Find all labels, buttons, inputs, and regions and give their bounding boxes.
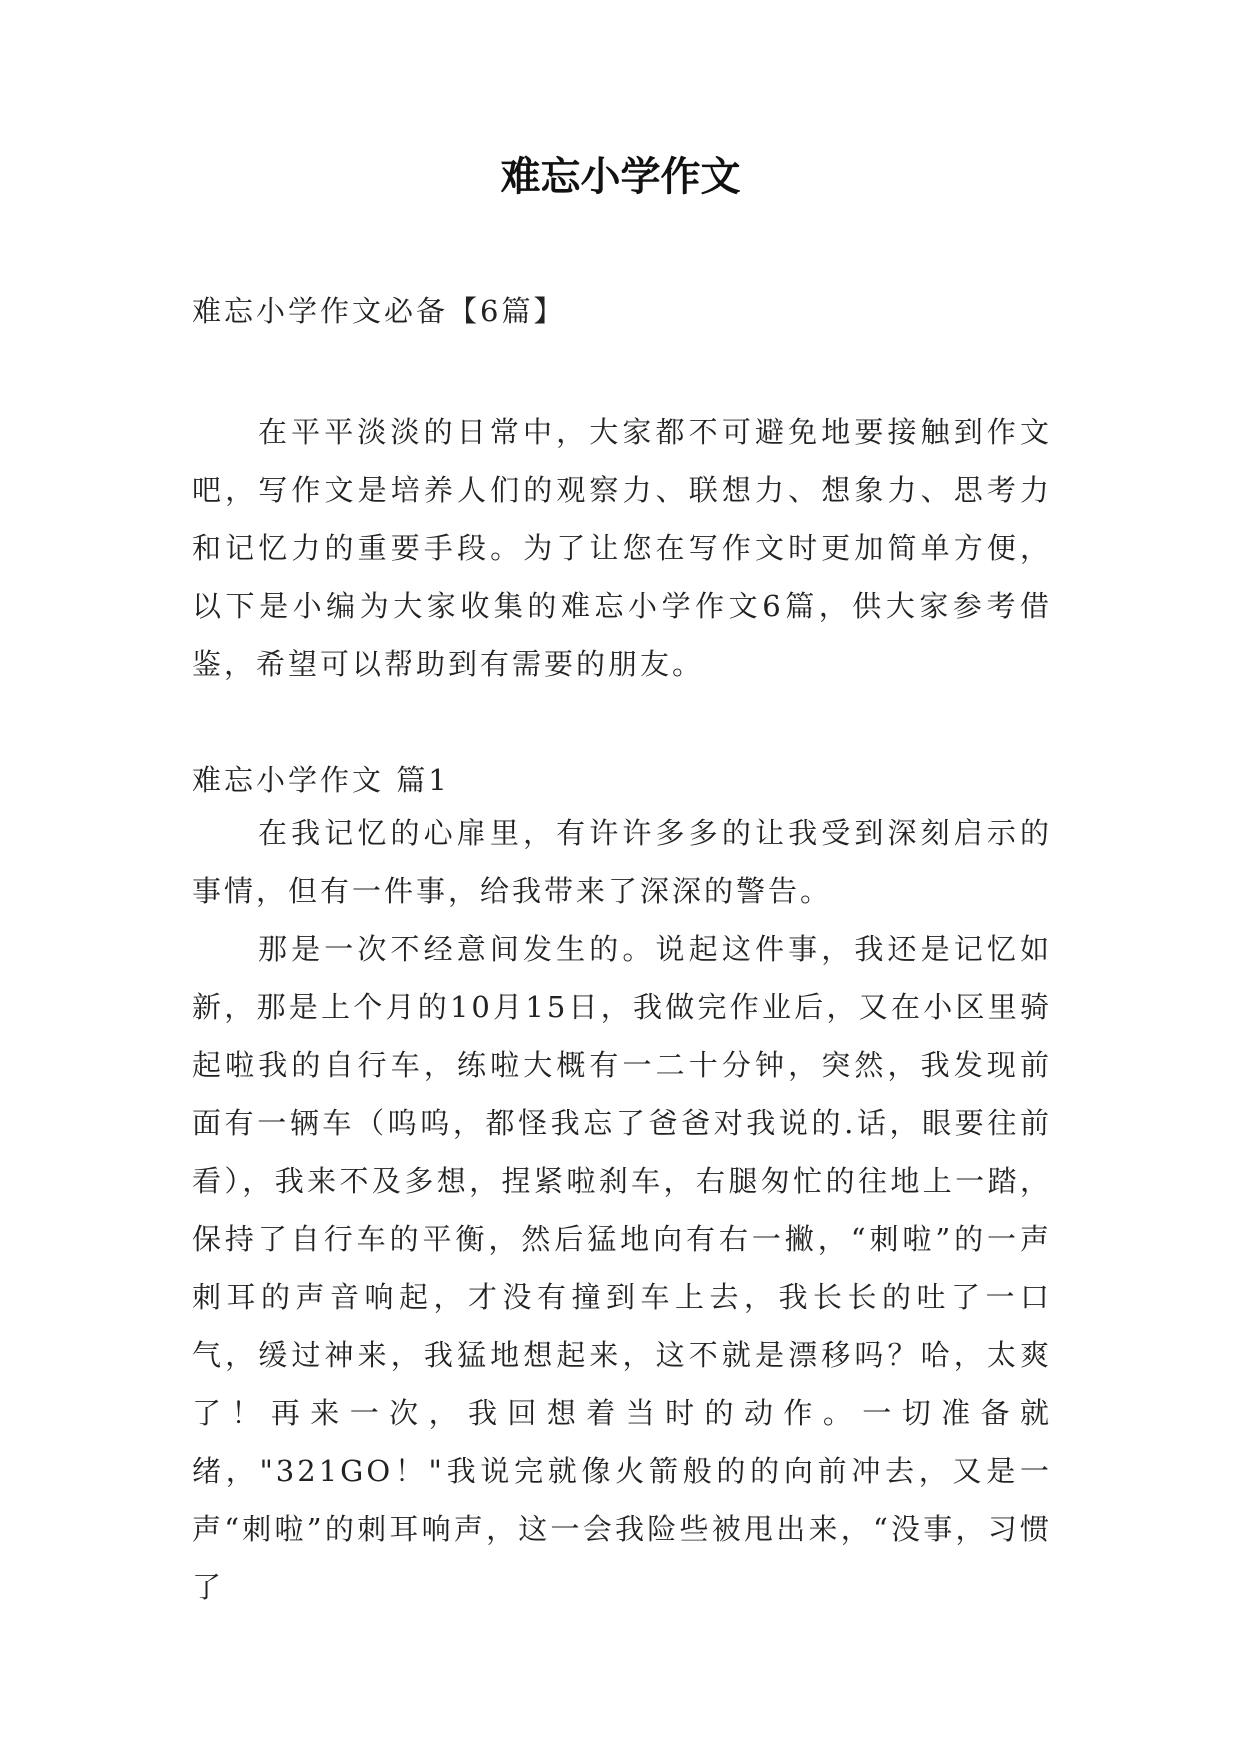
document-subtitle: 难忘小学作文必备【6篇】 (192, 294, 566, 328)
document-title: 难忘小学作文 (500, 154, 741, 200)
body-paragraph: 那是一次不经意间发生的。说起这件事，我还是记忆如新，那是上个月的10月15日，我做完作业后，又在小区里骑起啦我的自行车，练啦大概有一二十分钟，突然，我发现前面有一辆车（呜呜，都怪我忘了爸爸对我说的.话，眼要往前看），我来不及多想，捏紧啦刹车，右腿匆忙的往地上一踏，保持了自行车的平衡，然后猛地向有右一撇，“刺啦”的一声刺耳的声音响起，才没有撞到车上去，我长长的吐了一口气，缓过神来，我猛地想起来，这不就是漂移吗？哈，太爽了！再来一次，我回想着当时的动作。一切准备就绪，"321GO！"我说完就像火箭般的的向前冲去，又是一声“刺啦”的刺耳响声，这一会我险些被甩出来，“没事，习惯了 (192, 932, 1052, 1604)
section-heading: 难忘小学作文 篇1 (192, 763, 450, 797)
body-paragraph: 在我记忆的心扉里，有许许多多的让我受到深刻启示的事情，但有一件事，给我带来了深深的警告。 (192, 816, 1052, 908)
intro-paragraph: 在平平淡淡的日常中，大家都不可避免地要接触到作文吧，写作文是培养人们的观察力、联想力、想象力、思考力和记忆力的重要手段。为了让您在写作文时更加简单方便，以下是小编为大家收集的难忘小学作文6篇，供大家参考借鉴，希望可以帮助到有需要的朋友。 (192, 415, 1052, 681)
